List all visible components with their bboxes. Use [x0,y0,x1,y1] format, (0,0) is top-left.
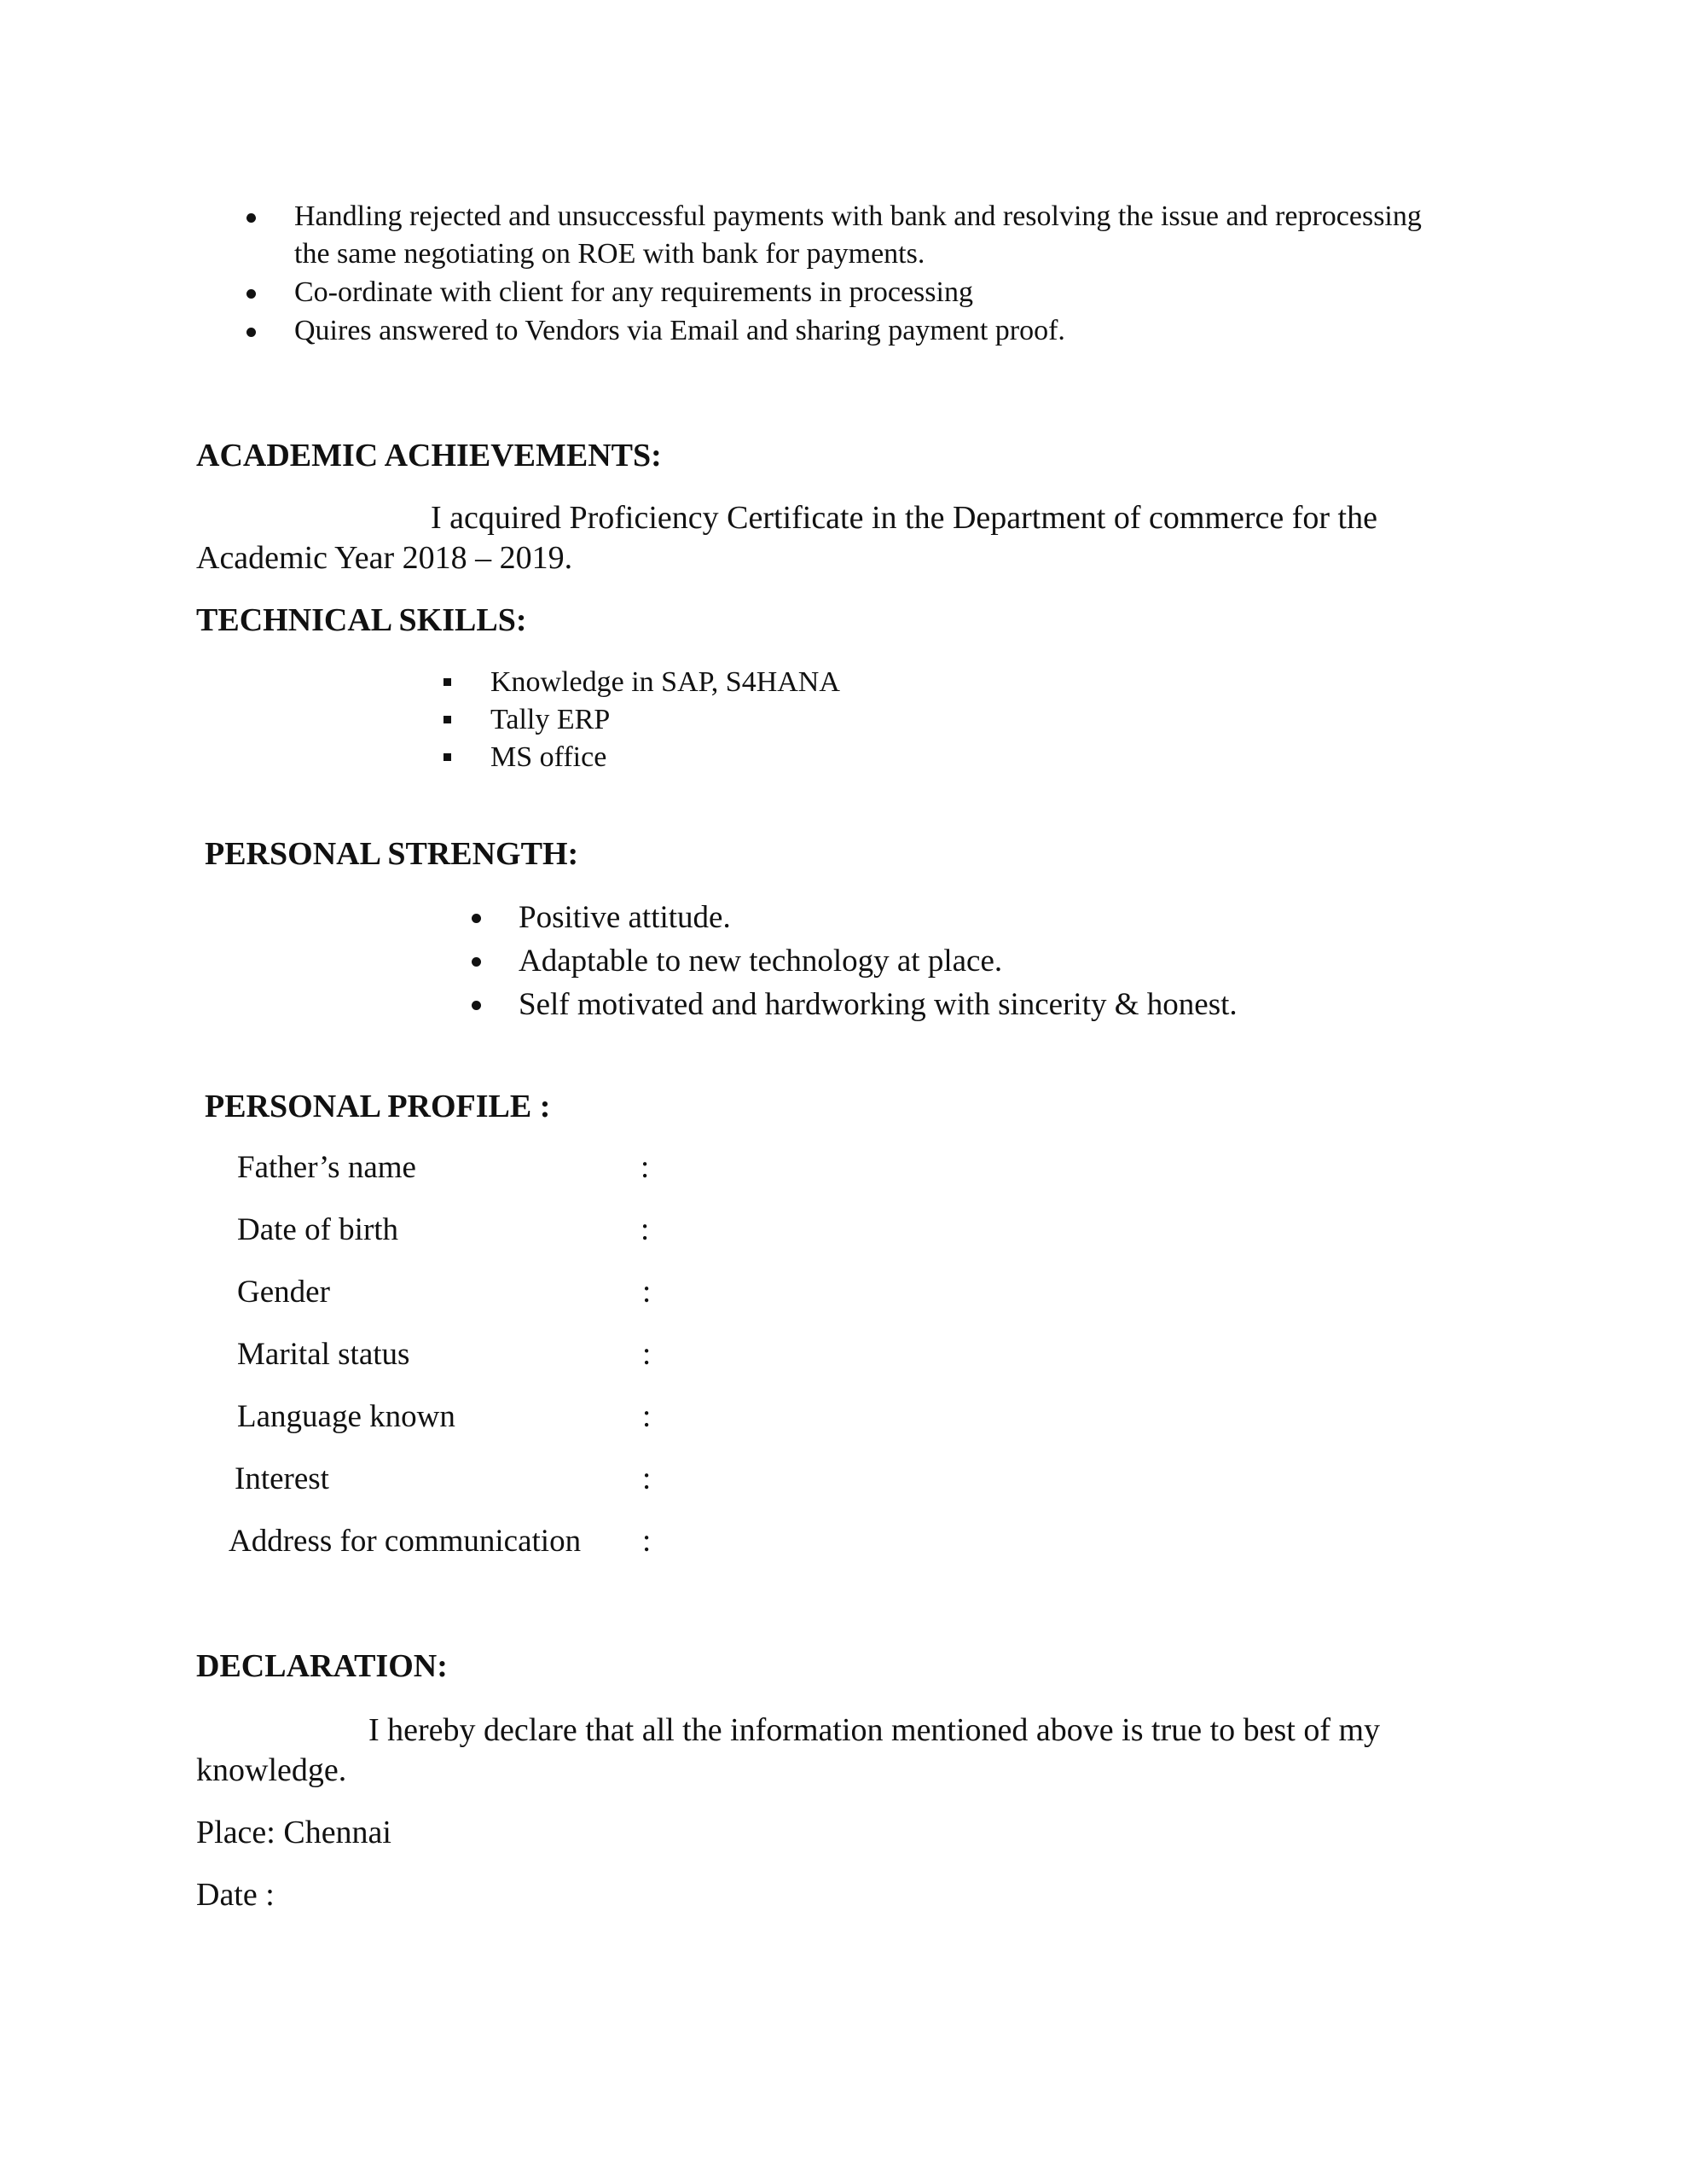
bullet-dot-icon [246,328,256,337]
bullet-dot-icon [246,213,256,223]
bullet-dot-icon [472,1001,481,1010]
bullet-square-icon [443,678,451,686]
academic-text-line-1: I acquired Proficiency Certificate in the Department of commerce for the [431,500,1377,536]
strength-item: Self motivated and hardworking with sincerity & honest. [519,987,1238,1022]
work-bullet-1-continued: the same negotiating on ROE with bank for payments. [294,238,925,270]
work-bullet-1: Handling rejected and unsuccessful payments with bank and resolving the issue and reprocessing [294,200,1422,232]
bullet-dot-icon [472,914,481,923]
skill-item: MS office [490,741,607,773]
declaration-text-line-1: I hereby declare that all the information mentioned above is true to best of my [368,1712,1381,1748]
profile-label-date-of-birth: Date of birth [237,1212,399,1247]
academic-heading: ACADEMIC ACHIEVEMENTS: [196,438,662,473]
bullet-square-icon [443,753,451,761]
profile-label-marital-status: Marital status [237,1337,410,1372]
profile-label-fathers-name: Father’s name [237,1150,416,1185]
profile-separator: : [642,1461,652,1496]
profile-label-address: Address for communication [229,1524,582,1559]
personal-profile-heading: PERSONAL PROFILE : [205,1089,551,1124]
work-bullet-3: Quires answered to Vendors via Email and sharing payment proof. [294,315,1065,346]
profile-separator: : [642,1399,652,1434]
profile-separator: : [641,1150,650,1185]
academic-text-line-2: Academic Year 2018 – 2019. [196,540,573,576]
date-line: Date : [196,1877,275,1913]
bullet-dot-icon [472,957,481,967]
profile-label-gender: Gender [237,1275,330,1310]
profile-label-language-known: Language known [237,1399,455,1434]
technical-skills-heading: TECHNICAL SKILLS: [196,602,527,638]
place-line: Place: Chennai [196,1815,391,1850]
skill-item: Knowledge in SAP, S4HANA [490,666,840,698]
profile-separator: : [642,1275,652,1310]
profile-separator: : [642,1337,652,1372]
profile-separator: : [642,1524,652,1559]
bullet-square-icon [443,716,451,723]
profile-label-interest: Interest [235,1461,329,1496]
personal-strength-heading: PERSONAL STRENGTH: [205,836,579,872]
bullet-dot-icon [246,289,256,299]
declaration-text-line-2: knowledge. [196,1752,347,1788]
strength-item: Adaptable to new technology at place. [519,944,1003,979]
strength-item: Positive attitude. [519,900,731,935]
work-bullet-2: Co-ordinate with client for any requirements in processing [294,276,973,308]
profile-separator: : [641,1212,650,1247]
declaration-heading: DECLARATION: [196,1648,448,1684]
skill-item: Tally ERP [490,704,611,735]
